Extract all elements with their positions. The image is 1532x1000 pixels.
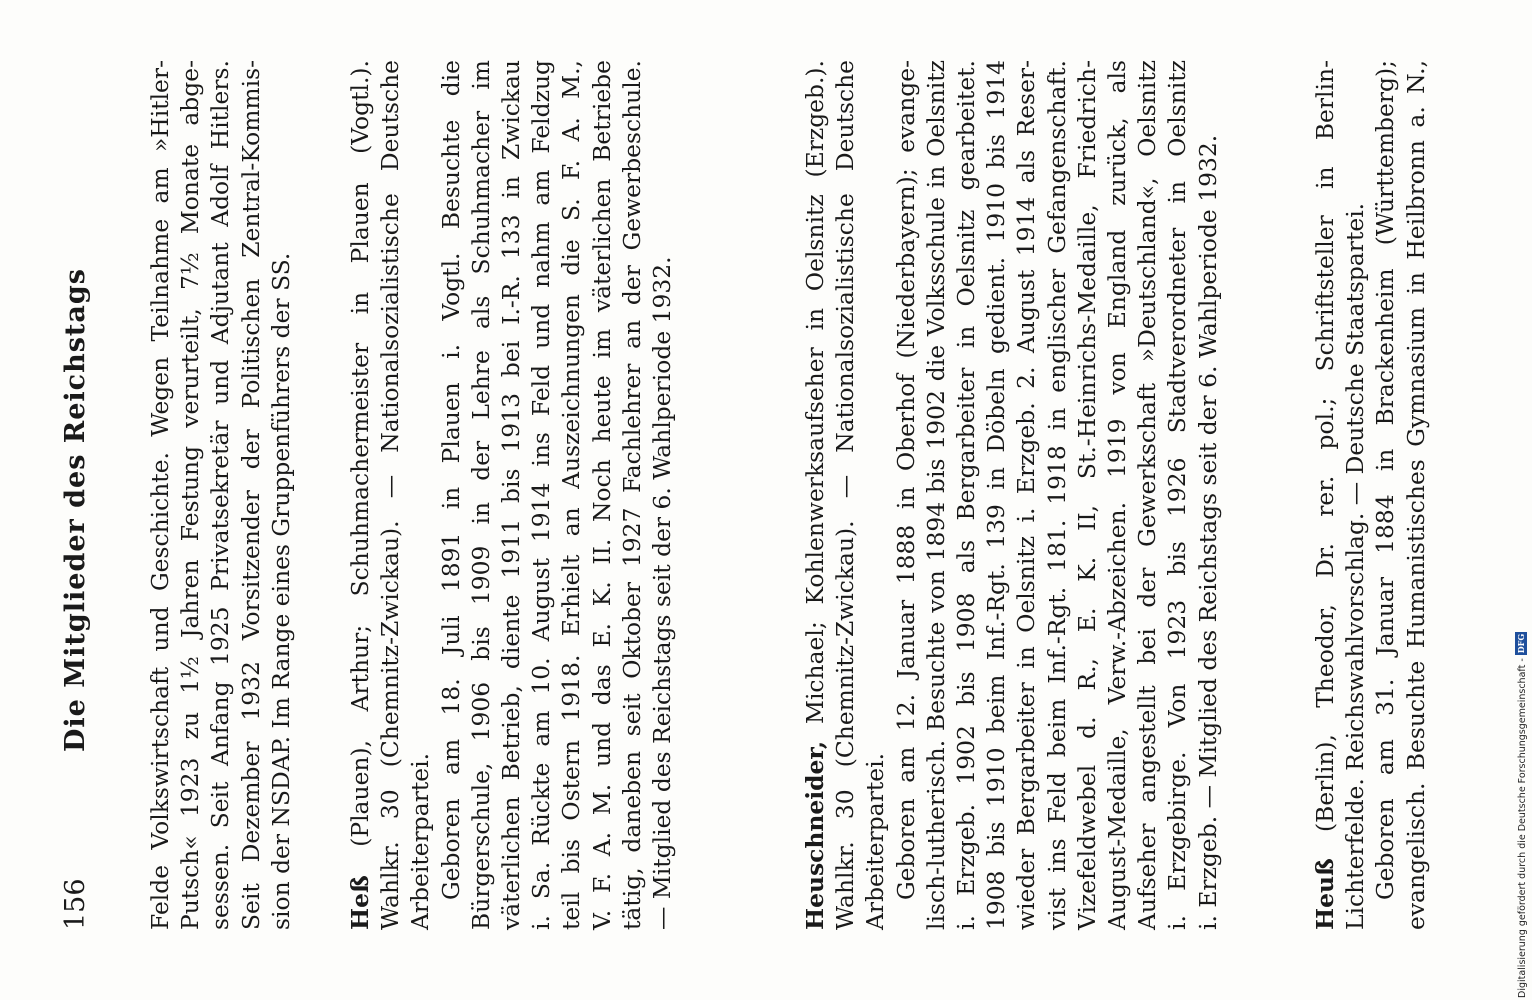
digitization-note-text: Digitalisierung gefördert durch die Deutsche Forschungsgemeinschaft - [1517, 658, 1528, 998]
entry-name: Heß [346, 875, 374, 930]
text-line: Aufseher angestellt bei der Gewerkschaft »Deutschland«, Oelsnitz [1133, 60, 1162, 930]
text-line: evangelisch. Besuchte Humanistisches Gymnasium in Heilbronn a. N., [1401, 60, 1430, 930]
text-line: lisch-lutherisch. Besuchte von 1894 bis 1902 die Volksschule in Oelsnitz [921, 60, 950, 930]
text-line: i. Erzgeb. — Mitglied des Reichstags seit der 6. Wahlperiode 1932. [1193, 134, 1222, 930]
entry-head-line [345, 60, 375, 930]
text-line: tätig, daneben seit Oktober 1927 Fachlehrer an der Gewerbeschule. [617, 60, 646, 930]
text-line: Bürgerschule, 1906 bis 1909 in der Lehre als Schuhmacher im [466, 60, 495, 930]
entry-heuss [1310, 60, 1431, 930]
text-line: i. Erzgebirge. Von 1923 bis 1926 Stadtverordneter in Oelsnitz [1163, 60, 1192, 930]
entry-head-text: (Plauen), Arthur; Schuhmachermeister in Plauen (Vogtl.). [346, 60, 374, 876]
entry-head-line [1310, 60, 1340, 930]
entry-head-line: Arbeiterpartei. [861, 752, 890, 930]
text-line: Geboren am 18. Juli 1891 in Plauen i. Vogtl. Besuchte die [436, 60, 465, 900]
text-line: i. Sa. Rückte am 10. August 1914 ins Feld und nahm am Feldzug [527, 60, 556, 930]
digitization-note [1510, 3, 1528, 998]
text-line: teil bis Ostern 1918. Erhielt an Auszeichnungen die S. F. A. M., [557, 60, 586, 930]
entry-head-line: Lichterfelde. Reichswahlvorschlag. — Deutsche Staatspartei. [1341, 202, 1370, 930]
text-line: Geboren am 31. Januar 1884 in Brackenheim (Württemberg); [1371, 60, 1400, 900]
entry-heuschneider [800, 60, 1223, 930]
text-line: — Mitglied des Reichstags seit der 6. Wahlperiode 1932. [648, 256, 677, 930]
text-line: Felde Volkswirtschaft und Geschichte. Wegen Teilnahme am »Hitler- [146, 60, 174, 930]
text-line: Geboren am 12. Januar 1888 in Oberhof (Niederbayern); evange- [891, 60, 920, 900]
entry-head-line [800, 60, 830, 930]
entry-continuation [145, 60, 296, 930]
entry-name: Heuß [1311, 858, 1339, 930]
dfg-logo: DFG [1515, 633, 1526, 654]
text-line: Seit Dezember 1932 Vorsitzender der Politischen Zentral-Kommis- [236, 60, 265, 930]
entry-head-text: (Berlin), Theodor, Dr. rer. pol.; Schriftsteller in Berlin- [1311, 60, 1339, 859]
text-line: sessen. Seit Anfang 1925 Privatsekretär und Adjutant Adolf Hitlers. [206, 60, 235, 930]
text-line: wieder Bergarbeiter in Oelsnitz i. Erzgeb. 2. August 1914 als Reser- [1012, 60, 1041, 930]
text-line: sion der NSDAP. Im Range eines Gruppenführers der SS. [266, 252, 295, 930]
text-line: i. Erzgeb. 1902 bis 1908 als Bergarbeiter in Oelsnitz gearbeitet. [952, 60, 981, 930]
text-line: vist ins Feld beim Inf.-Rgt. 181. 1918 in englischer Gefangenschaft. [1042, 60, 1071, 930]
page-header [60, 90, 100, 930]
page-number: 156 [60, 878, 91, 930]
text-line: August-Medaille, Verw.-Abzeichen. 1919 von England zurück, als [1103, 60, 1132, 930]
text-line: V. F. A. M. und das E. K. II. Noch heute im väterlichen Betriebe [587, 60, 616, 930]
entry-hess [345, 60, 677, 930]
entry-head-line: Arbeiterpartei. [406, 752, 435, 930]
entry-head-line: Wahlkr. 30 (Chemnitz-Zwickau). — Nationalsozialistische Deutsche [376, 60, 405, 930]
entry-name: Heuschneider, [801, 740, 829, 930]
text-line: Putsch« 1923 zu 1½ Jahren Festung verurteilt, 7½ Monate abge- [176, 60, 205, 930]
entry-head-line: Wahlkr. 30 (Chemnitz-Zwickau). — Nationalsozialistische Deutsche [831, 60, 860, 930]
text-line: väterlichen Betrieb, diente 1911 bis 1913 bei I.-R. 133 in Zwickau [497, 60, 526, 930]
text-line: 1908 bis 1910 beim Inf.-Rgt. 139 in Döbeln gedient. 1910 bis 1914 [982, 60, 1011, 930]
entry-head-text: Michael; Kohlenwerksaufseher in Oelsnitz (Erzgeb.). [801, 60, 829, 741]
text-line: Vizefeldwebel d. R., E. K. II, St.-Heinrichs-Medaille, Friedrich- [1072, 60, 1101, 930]
running-title: Die Mitglieder des Reichstags [60, 268, 91, 752]
